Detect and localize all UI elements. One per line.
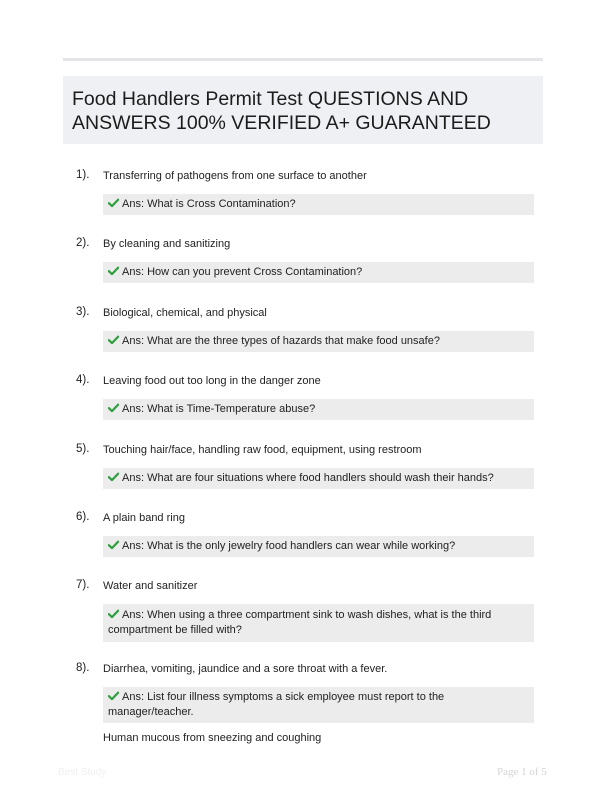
question-text: Transferring of pathogens from one surface to another	[103, 170, 367, 182]
answer-text: Ans: What is the only jewelry food handlers can wear while working?	[122, 540, 456, 552]
item-number: 8).	[76, 662, 90, 674]
title-banner	[63, 76, 543, 144]
answer-box	[103, 194, 534, 215]
answer-text: Ans: When using a three compartment sink to wash dishes, what is the third compartment be filled with?	[108, 609, 492, 636]
question-text: Diarrhea, vomiting, jaundice and a sore throat with a fever.	[103, 663, 388, 675]
footer-watermark: Best Study	[58, 767, 107, 778]
checkmark-icon	[108, 472, 119, 482]
item-number: 2).	[76, 237, 90, 249]
question-text: Touching hair/face, handling raw food, equipment, using restroom	[103, 444, 422, 456]
answer-box	[103, 399, 534, 420]
checkmark-icon	[108, 266, 119, 276]
answer-text: Ans: What are four situations where food handlers should wash their hands?	[122, 472, 494, 484]
question-text: Biological, chemical, and physical	[103, 307, 267, 319]
page-indicator: Page 1 of 5	[497, 766, 547, 778]
top-divider	[63, 58, 543, 61]
answer-box	[103, 536, 534, 557]
item-number: 4).	[76, 374, 90, 386]
question-text: By cleaning and sanitizing	[103, 238, 231, 250]
item-number: 1).	[76, 169, 90, 181]
item-number: 6).	[76, 511, 90, 523]
question-text: A plain band ring	[103, 512, 185, 524]
checkmark-icon	[108, 609, 119, 619]
question-text: Human mucous from sneezing and coughing	[103, 732, 322, 744]
answer-box	[103, 331, 534, 352]
answer-box	[103, 468, 534, 489]
document-title: Food Handlers Permit Test QUESTIONS AND ANSWERS 100% VERIFIED A+ GUARANTEED	[72, 88, 491, 134]
checkmark-icon	[108, 691, 119, 701]
checkmark-icon	[108, 403, 119, 413]
checkmark-icon	[108, 335, 119, 345]
item-number: 7).	[76, 579, 90, 591]
question-text: Leaving food out too long in the danger zone	[103, 375, 321, 387]
answer-box	[103, 262, 534, 283]
checkmark-icon	[108, 198, 119, 208]
question-text: Water and sanitizer	[103, 580, 198, 592]
answer-text: Ans: How can you prevent Cross Contamination?	[122, 266, 363, 278]
answer-text: Ans: What is Time-Temperature abuse?	[122, 403, 316, 415]
answer-box	[103, 687, 534, 723]
checkmark-icon	[108, 540, 119, 550]
answer-box	[103, 604, 534, 642]
item-number: 5).	[76, 443, 90, 455]
answer-text: Ans: What are the three types of hazards that make food unsafe?	[122, 335, 440, 347]
answer-text: Ans: What is Cross Contamination?	[122, 198, 296, 210]
item-number: 3).	[76, 306, 90, 318]
answer-text: Ans: List four illness symptoms a sick employee must report to the manager/teacher.	[108, 691, 445, 718]
